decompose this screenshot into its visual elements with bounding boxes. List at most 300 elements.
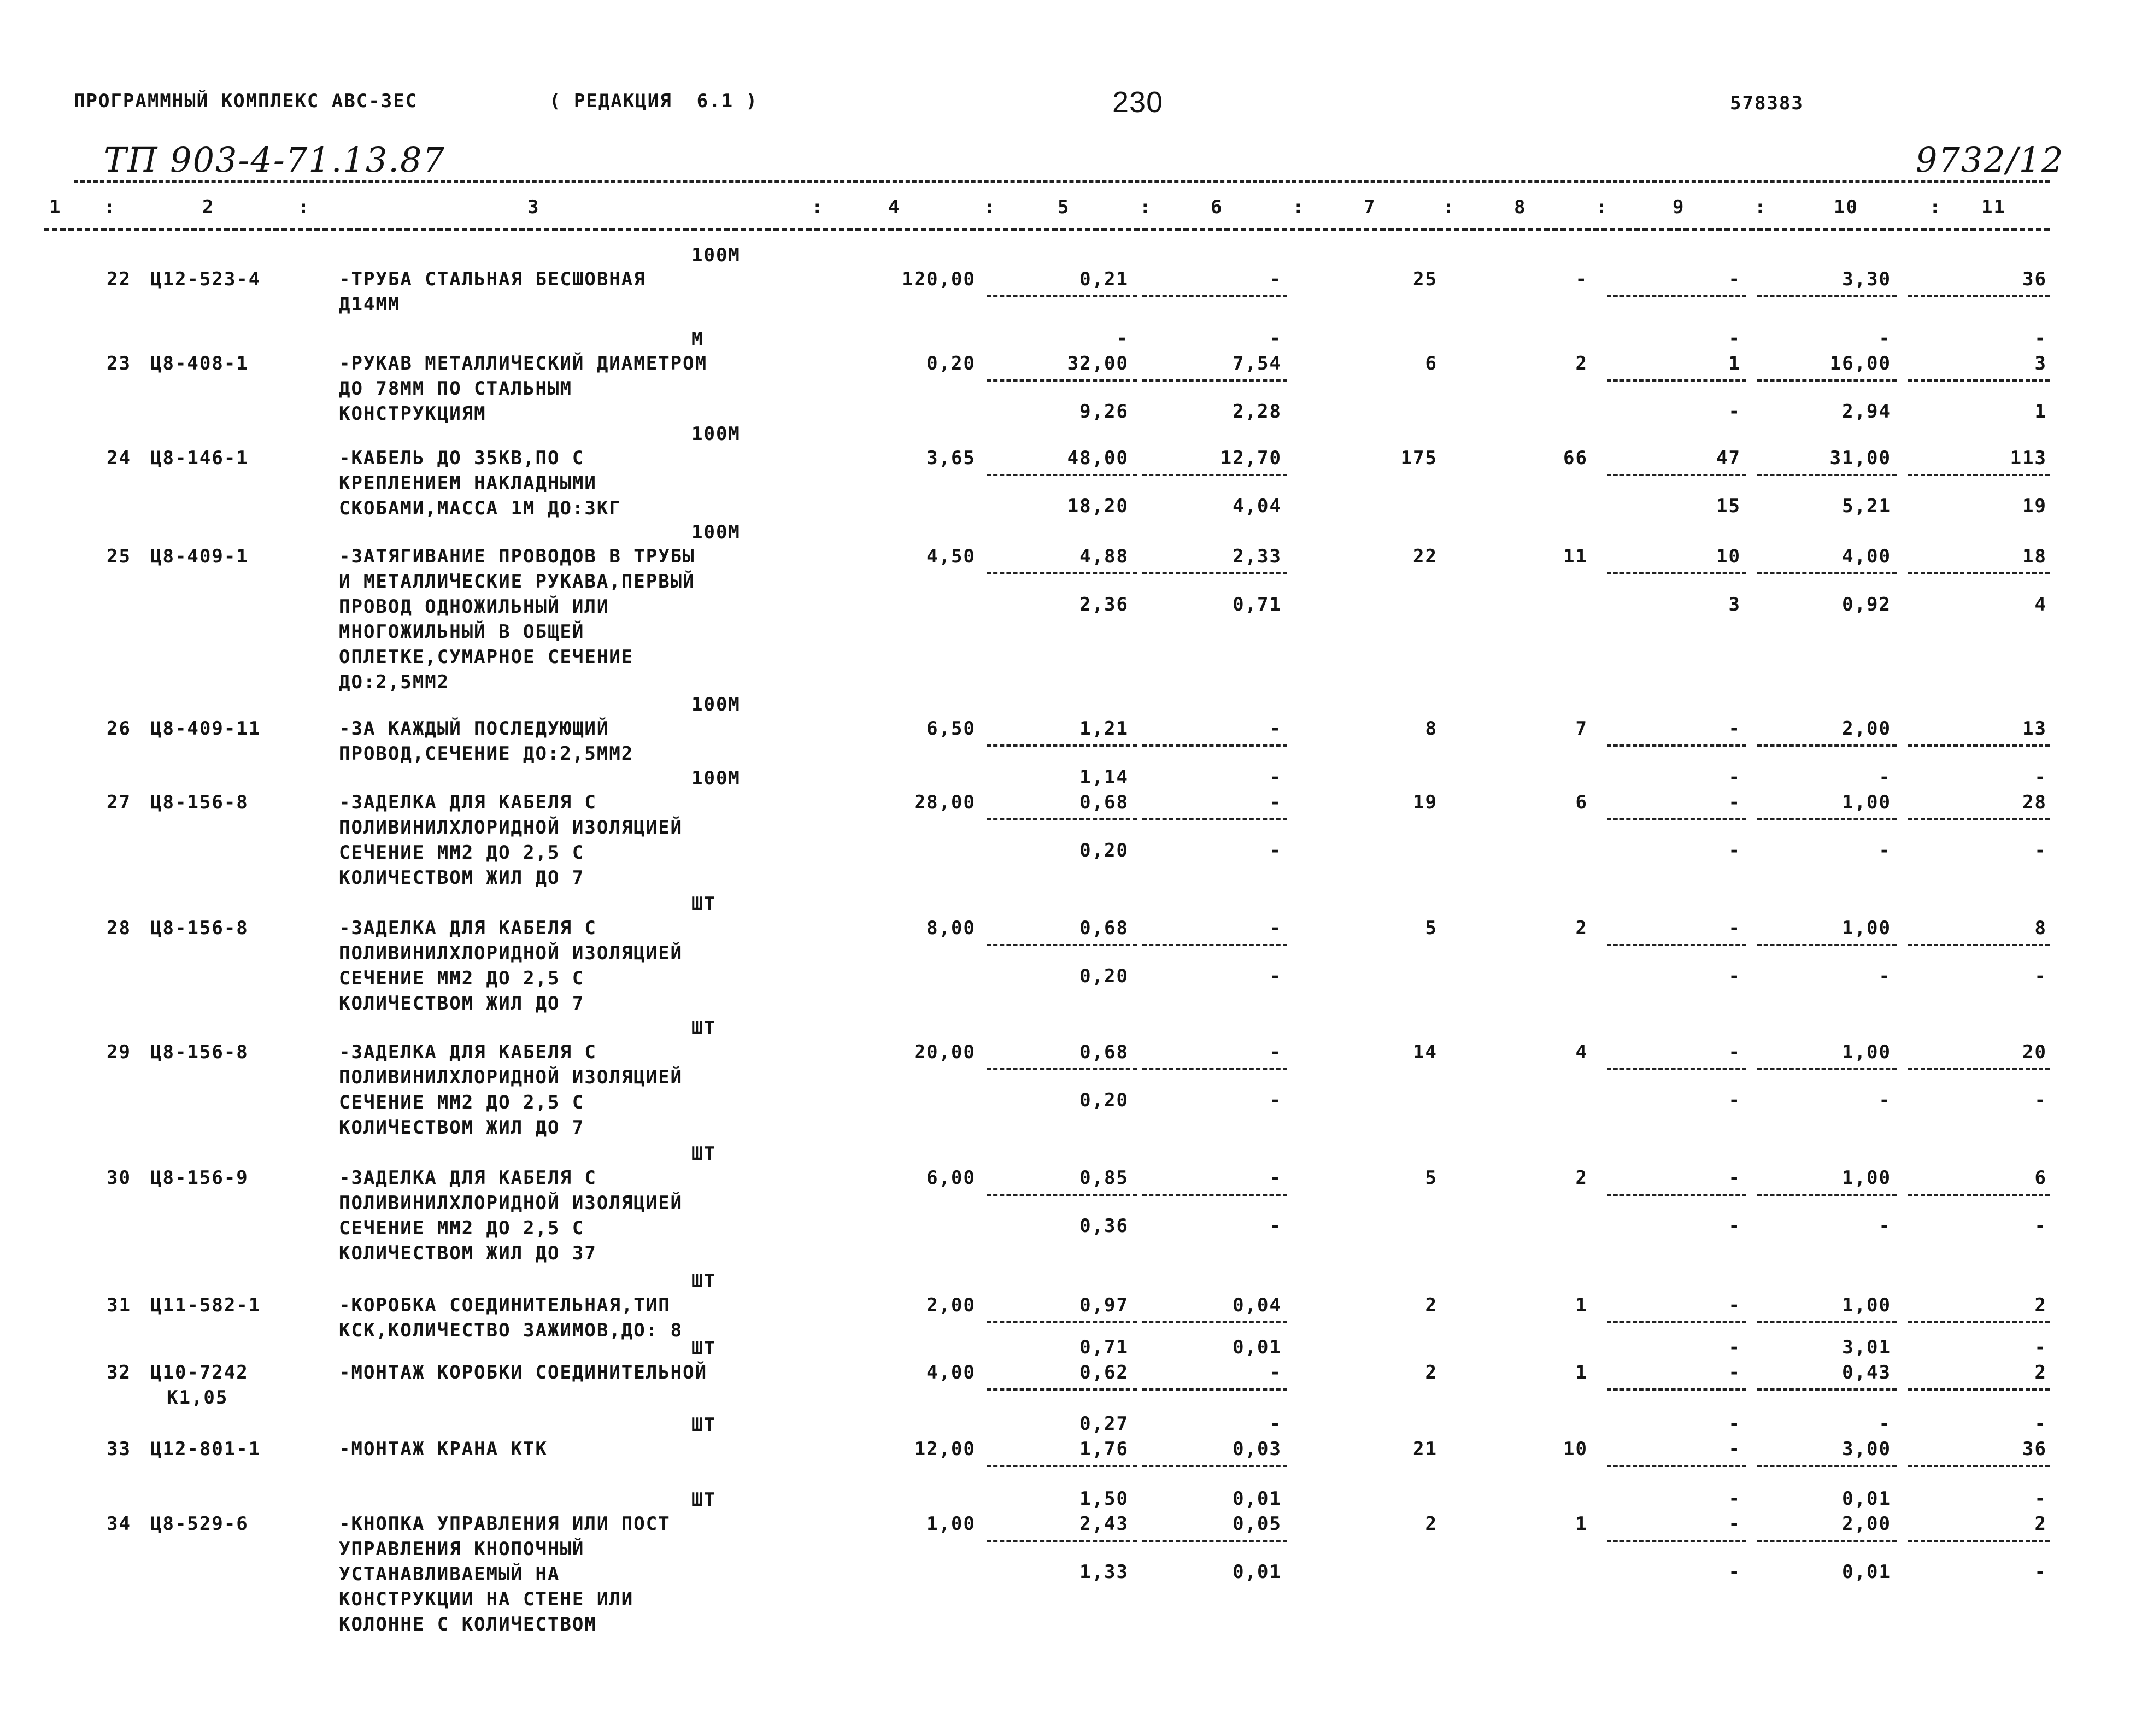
col7-value: 2: [1425, 1362, 1437, 1383]
rate-code: Ц8-529-6: [150, 1513, 249, 1535]
quantity: 12,00: [914, 1438, 976, 1460]
subtotal-rule: [1142, 1388, 1287, 1391]
value-c5: 32,00: [1067, 353, 1129, 374]
carry-value-c9: -: [1728, 1336, 1741, 1358]
rate-code: Ц8-156-9: [150, 1167, 249, 1189]
value-c10: 2,00: [1842, 1513, 1891, 1535]
subtotal-rule: [1908, 572, 2050, 574]
album-number: 9732/12: [1916, 140, 2064, 180]
row-number: 22: [107, 268, 131, 290]
rate-code: Ц11-582-1: [150, 1294, 261, 1316]
row-number: 24: [107, 447, 131, 469]
subtotal-rule: [1142, 379, 1287, 382]
subtotal-rule: [987, 1068, 1137, 1070]
value-c5: 0,85: [1079, 1167, 1129, 1189]
value-c10-second: 0,92: [1842, 594, 1891, 615]
value-c9-second: -: [1728, 401, 1741, 423]
value-c6-second: -: [1269, 1089, 1282, 1111]
document-code: 578383: [1730, 92, 1804, 114]
value-c9-second: -: [1728, 1089, 1741, 1111]
subtotal-rule: [1908, 379, 2050, 382]
subtotal-rule: [1607, 1194, 1746, 1196]
header-underline: [74, 180, 2050, 183]
value-c6: -: [1269, 1362, 1282, 1383]
work-description: -ТРУБА СТАЛЬНАЯ БЕСШОВНАЯ: [339, 268, 646, 290]
row-number: 23: [107, 353, 131, 374]
work-description: -ЗАДЕЛКА ДЛЯ КАБЕЛЯ С: [339, 1041, 597, 1063]
col8-value: 1: [1575, 1513, 1588, 1535]
subtotal-rule: [1607, 744, 1746, 747]
subtotal-rule: [1142, 572, 1287, 574]
carry-value-c5: 1,14: [1079, 766, 1129, 788]
value-c10: 1,00: [1842, 791, 1891, 813]
column-separator: :: [1293, 196, 1305, 218]
row-number: 28: [107, 917, 131, 939]
carry-value-c5: -: [1116, 327, 1129, 349]
value-c9-second: -: [1728, 1561, 1741, 1583]
work-description: ПОЛИВИНИЛХЛОРИДНОЙ ИЗОЛЯЦИЕЙ: [339, 1066, 683, 1088]
carry-value-c10: 3,01: [1842, 1336, 1891, 1358]
unit-label: ШТ: [691, 1414, 716, 1436]
rate-code: Ц8-146-1: [150, 447, 249, 469]
value-c9: -: [1728, 791, 1741, 813]
quantity: 2,00: [926, 1294, 976, 1316]
rate-code: Ц12-801-1: [150, 1438, 261, 1460]
subtotal-rule: [1607, 474, 1746, 476]
subtotal-rule: [1757, 572, 1897, 574]
work-description: -МОНТАЖ КРАНА КТК: [339, 1438, 548, 1460]
work-description: КОЛИЧЕСТВОМ ЖИЛ ДО 7: [339, 1117, 585, 1139]
unit-label: М: [691, 329, 704, 350]
value-c5-second: 0,20: [1079, 1089, 1129, 1111]
subtotal-rule: [1757, 818, 1897, 820]
work-description: ПОЛИВИНИЛХЛОРИДНОЙ ИЗОЛЯЦИЕЙ: [339, 1192, 683, 1214]
col8-value: 7: [1575, 718, 1588, 740]
value-c9: -: [1728, 1294, 1741, 1316]
value-c9: -: [1728, 1438, 1741, 1460]
value-c5-second: 1,33: [1079, 1561, 1129, 1583]
value-c11: 28: [2022, 791, 2047, 813]
subtotal-rule: [1607, 944, 1746, 946]
unit-label: 100М: [691, 244, 741, 266]
value-c6: -: [1269, 268, 1282, 290]
carry-value-c6: -: [1269, 1413, 1282, 1435]
value-c5-second: 0,20: [1079, 840, 1129, 861]
col8-value: 6: [1575, 791, 1588, 813]
value-c6: -: [1269, 1167, 1282, 1189]
unit-label: 100М: [691, 521, 741, 543]
col8-value: 11: [1563, 546, 1588, 567]
col7-value: 2: [1425, 1294, 1437, 1316]
unit-label: ШТ: [691, 1017, 716, 1039]
edition-label: ( РЕДАКЦИЯ 6.1 ): [549, 90, 758, 112]
carry-value-c10: -: [1879, 1413, 1891, 1435]
value-c6-second: 0,71: [1233, 594, 1282, 615]
column-header-rule: [44, 228, 2050, 231]
work-description: УСТАНАВЛИВАЕМЫЙ НА: [339, 1563, 560, 1585]
subtotal-rule: [1908, 1388, 2050, 1391]
work-description: ДО:2,5ММ2: [339, 671, 450, 693]
value-c9: -: [1728, 1513, 1741, 1535]
value-c11-second: -: [2034, 965, 2047, 987]
col8-value: 1: [1575, 1294, 1588, 1316]
subtotal-rule: [987, 379, 1137, 382]
value-c5: 48,00: [1067, 447, 1129, 469]
column-separator: :: [1443, 196, 1456, 218]
subtotal-rule: [987, 1465, 1137, 1467]
column-separator: :: [1140, 196, 1152, 218]
col7-value: 5: [1425, 917, 1437, 939]
col7-value: 5: [1425, 1167, 1437, 1189]
rate-code: Ц8-156-8: [150, 1041, 249, 1063]
col8-value: 4: [1575, 1041, 1588, 1063]
unit-label: 100М: [691, 694, 741, 715]
unit-label: ШТ: [691, 1270, 716, 1292]
value-c9: 1: [1728, 353, 1741, 374]
value-c6: 0,03: [1233, 1438, 1282, 1460]
subtotal-rule: [1757, 379, 1897, 382]
subtotal-rule: [1757, 1388, 1897, 1391]
value-c6: 2,33: [1233, 546, 1282, 567]
subtotal-rule: [987, 1321, 1137, 1323]
subtotal-rule: [1757, 1465, 1897, 1467]
subtotal-rule: [987, 1540, 1137, 1542]
quantity: 6,50: [926, 718, 976, 740]
work-description: КРЕПЛЕНИЕМ НАКЛАДНЫМИ: [339, 472, 597, 494]
quantity: 120,00: [902, 268, 976, 290]
value-c6: -: [1269, 917, 1282, 939]
value-c9: 10: [1716, 546, 1741, 567]
subtotal-rule: [1607, 1321, 1746, 1323]
column-separator: :: [984, 196, 996, 218]
value-c5: 1,21: [1079, 718, 1129, 740]
subtotal-rule: [987, 744, 1137, 747]
subtotal-rule: [1908, 944, 2050, 946]
subtotal-rule: [1607, 1540, 1746, 1542]
quantity: 1,00: [926, 1513, 976, 1535]
value-c5-second: 0,36: [1079, 1215, 1129, 1237]
value-c10-second: -: [1879, 840, 1891, 861]
value-c6: -: [1269, 791, 1282, 813]
value-c6-second: 0,01: [1233, 1561, 1282, 1583]
value-c11: 36: [2022, 1438, 2047, 1460]
subtotal-rule: [1607, 1388, 1746, 1391]
unit-label: ШТ: [691, 1143, 716, 1165]
value-c11-second: 1: [2034, 401, 2047, 423]
value-c11: 3: [2034, 353, 2047, 374]
page-number: 230: [1112, 86, 1164, 119]
carry-value-c6: -: [1269, 766, 1282, 788]
subtotal-rule: [1908, 1540, 2050, 1542]
work-description: ОПЛЕТКЕ,СУМАРНОЕ СЕЧЕНИЕ: [339, 646, 634, 668]
subtotal-rule: [1607, 295, 1746, 297]
quantity: 0,20: [926, 353, 976, 374]
value-c10: 1,00: [1842, 1041, 1891, 1063]
subtotal-rule: [1142, 1068, 1287, 1070]
carry-value-c11: -: [2034, 1488, 2047, 1510]
rate-code: Ц8-409-1: [150, 546, 249, 567]
column-header-3: 3: [527, 196, 540, 218]
column-header-7: 7: [1364, 196, 1376, 218]
subtotal-rule: [987, 295, 1137, 297]
value-c6-second: 2,28: [1233, 401, 1282, 423]
subtotal-rule: [1757, 295, 1897, 297]
subtotal-rule: [1908, 1194, 2050, 1196]
subtotal-rule: [1757, 1068, 1897, 1070]
value-c10-second: 2,94: [1842, 401, 1891, 423]
carry-value-c9: -: [1728, 327, 1741, 349]
col7-value: 175: [1400, 447, 1437, 469]
subtotal-rule: [1142, 944, 1287, 946]
subtotal-rule: [1607, 379, 1746, 382]
value-c9: -: [1728, 1041, 1741, 1063]
subtotal-rule: [1142, 1465, 1287, 1467]
carry-value-c10: -: [1879, 766, 1891, 788]
column-header-8: 8: [1514, 196, 1527, 218]
value-c5: 0,68: [1079, 1041, 1129, 1063]
column-header-2: 2: [202, 196, 215, 218]
subtotal-rule: [1142, 744, 1287, 747]
value-c9: 47: [1716, 447, 1741, 469]
value-c11: 6: [2034, 1167, 2047, 1189]
column-separator: :: [1755, 196, 1767, 218]
subtotal-rule: [987, 944, 1137, 946]
unit-label: ШТ: [691, 893, 716, 915]
value-c5: 1,76: [1079, 1438, 1129, 1460]
value-c5: 4,88: [1079, 546, 1129, 567]
subtotal-rule: [1757, 1194, 1897, 1196]
value-c5-second: 0,20: [1079, 965, 1129, 987]
subtotal-rule: [1908, 744, 2050, 747]
value-c6: 0,05: [1233, 1513, 1282, 1535]
carry-value-c10: 0,01: [1842, 1488, 1891, 1510]
work-description: -ЗАТЯГИВАНИЕ ПРОВОДОВ В ТРУБЫ: [339, 546, 695, 567]
subtotal-rule: [987, 1194, 1137, 1196]
value-c6-second: -: [1269, 1215, 1282, 1237]
row-number: 32: [107, 1362, 131, 1383]
value-c6: -: [1269, 718, 1282, 740]
column-header-11: 11: [1981, 196, 2006, 218]
value-c6-second: 4,04: [1233, 495, 1282, 517]
unit-label: 100М: [691, 423, 741, 445]
work-description: -ЗА КАЖДЫЙ ПОСЛЕДУЮЩИЙ: [339, 718, 609, 740]
work-description: -КОРОБКА СОЕДИНИТЕЛЬНАЯ,ТИП: [339, 1294, 671, 1316]
work-description: СЕЧЕНИЕ ММ2 ДО 2,5 С: [339, 1217, 585, 1239]
col8-value: 2: [1575, 353, 1588, 374]
value-c9: -: [1728, 917, 1741, 939]
value-c11-second: -: [2034, 1089, 2047, 1111]
value-c9: -: [1728, 1167, 1741, 1189]
work-description: -МОНТАЖ КОРОБКИ СОЕДИНИТЕЛЬНОЙ: [339, 1362, 708, 1383]
quantity: 8,00: [926, 917, 976, 939]
value-c9: -: [1728, 1362, 1741, 1383]
value-c5: 2,43: [1079, 1513, 1129, 1535]
carry-value-c9: -: [1728, 1488, 1741, 1510]
rate-code: Ц8-408-1: [150, 353, 249, 374]
row-number: 27: [107, 791, 131, 813]
row-number: 29: [107, 1041, 131, 1063]
value-c11: 20: [2022, 1041, 2047, 1063]
value-c11: 2: [2034, 1513, 2047, 1535]
value-c11: 13: [2022, 718, 2047, 740]
work-description: ПОЛИВИНИЛХЛОРИДНОЙ ИЗОЛЯЦИЕЙ: [339, 817, 683, 838]
value-c11-second: -: [2034, 1561, 2047, 1583]
work-description: КОНСТРУКЦИИ НА СТЕНЕ ИЛИ: [339, 1588, 634, 1610]
work-description: Д14ММ: [339, 294, 401, 315]
subtotal-rule: [1908, 474, 2050, 476]
value-c9: -: [1728, 718, 1741, 740]
col8-value: 2: [1575, 917, 1588, 939]
subtotal-rule: [987, 572, 1137, 574]
work-description: И МЕТАЛЛИЧЕСКИЕ РУКАВА,ПЕРВЫЙ: [339, 571, 695, 593]
work-description: КОЛИЧЕСТВОМ ЖИЛ ДО 7: [339, 867, 585, 889]
column-header-5: 5: [1058, 196, 1070, 218]
value-c10: 2,00: [1842, 718, 1891, 740]
subtotal-rule: [1142, 1194, 1287, 1196]
col8-value: -: [1575, 268, 1588, 290]
value-c10-second: -: [1879, 1089, 1891, 1111]
row-number: 25: [107, 546, 131, 567]
subtotal-rule: [1607, 1465, 1746, 1467]
value-c5: 0,21: [1079, 268, 1129, 290]
work-description: КСК,КОЛИЧЕСТВО ЗАЖИМОВ,ДО: 8: [339, 1319, 683, 1341]
work-description: -КАБЕЛЬ ДО 35КВ,ПО С: [339, 447, 585, 469]
work-description: -РУКАВ МЕТАЛЛИЧЕСКИЙ ДИАМЕТРОМ: [339, 353, 708, 374]
subtotal-rule: [987, 818, 1137, 820]
value-c9-second: 3: [1728, 594, 1741, 615]
subtotal-rule: [1142, 1321, 1287, 1323]
subtotal-rule: [1757, 474, 1897, 476]
subtotal-rule: [1908, 1068, 2050, 1070]
subtotal-rule: [1908, 295, 2050, 297]
work-description: -ЗАДЕЛКА ДЛЯ КАБЕЛЯ С: [339, 1167, 597, 1189]
value-c10: 3,00: [1842, 1438, 1891, 1460]
col8-value: 2: [1575, 1167, 1588, 1189]
value-c5-second: 2,36: [1079, 594, 1129, 615]
value-c11: 18: [2022, 546, 2047, 567]
value-c5-second: 9,26: [1079, 401, 1129, 423]
value-c10-second: 0,01: [1842, 1561, 1891, 1583]
value-c11-second: -: [2034, 840, 2047, 861]
subtotal-rule: [1757, 744, 1897, 747]
value-c10: 1,00: [1842, 1294, 1891, 1316]
carry-value-c9: -: [1728, 1413, 1741, 1435]
value-c5: 0,97: [1079, 1294, 1129, 1316]
value-c6: -: [1269, 1041, 1282, 1063]
value-c10: 1,00: [1842, 1167, 1891, 1189]
work-description: КОЛОННЕ С КОЛИЧЕСТВОМ: [339, 1614, 597, 1635]
col8-value: 10: [1563, 1438, 1588, 1460]
value-c9-second: 15: [1716, 495, 1741, 517]
rate-code: Ц8-156-8: [150, 791, 249, 813]
value-c5-second: 18,20: [1067, 495, 1129, 517]
row-number: 33: [107, 1438, 131, 1460]
value-c10: 16,00: [1829, 353, 1891, 374]
value-c10: 31,00: [1829, 447, 1891, 469]
col8-value: 1: [1575, 1362, 1588, 1383]
value-c5: 0,68: [1079, 791, 1129, 813]
value-c11-second: 4: [2034, 594, 2047, 615]
column-header-6: 6: [1211, 196, 1223, 218]
column-header-10: 10: [1834, 196, 1858, 218]
value-c10: 3,30: [1842, 268, 1891, 290]
subtotal-rule: [1607, 1068, 1746, 1070]
carry-value-c6: 0,01: [1233, 1336, 1282, 1358]
rate-code: Ц10-7242: [150, 1362, 249, 1383]
column-separator: :: [298, 196, 310, 218]
unit-label: ШТ: [691, 1489, 716, 1511]
carry-value-c11: -: [2034, 1336, 2047, 1358]
work-description: ПРОВОД,СЕЧЕНИЕ ДО:2,5ММ2: [339, 743, 634, 765]
value-c11-second: -: [2034, 1215, 2047, 1237]
subtotal-rule: [987, 1388, 1137, 1391]
carry-value-c9: -: [1728, 766, 1741, 788]
subtotal-rule: [1142, 818, 1287, 820]
value-c11: 8: [2034, 917, 2047, 939]
column-header-9: 9: [1673, 196, 1685, 218]
value-c5: 0,68: [1079, 917, 1129, 939]
col7-value: 25: [1413, 268, 1437, 290]
work-description: -ЗАДЕЛКА ДЛЯ КАБЕЛЯ С: [339, 791, 597, 813]
work-description: ДО 78ММ ПО СТАЛЬНЫМ: [339, 378, 572, 400]
value-c10: 4,00: [1842, 546, 1891, 567]
value-c11: 113: [2010, 447, 2047, 469]
subtotal-rule: [1607, 818, 1746, 820]
value-c6: 0,04: [1233, 1294, 1282, 1316]
value-c11: 2: [2034, 1294, 2047, 1316]
column-separator: :: [812, 196, 824, 218]
value-c9-second: -: [1728, 840, 1741, 861]
subtotal-rule: [1142, 474, 1287, 476]
row-number: 31: [107, 1294, 131, 1316]
work-description: -ЗАДЕЛКА ДЛЯ КАБЕЛЯ С: [339, 917, 597, 939]
value-c9-second: -: [1728, 1215, 1741, 1237]
subtotal-rule: [1142, 1540, 1287, 1542]
work-description: СЕЧЕНИЕ ММ2 ДО 2,5 С: [339, 967, 585, 989]
carry-value-c5: 0,27: [1079, 1413, 1129, 1435]
quantity: 28,00: [914, 791, 976, 813]
col7-value: 19: [1413, 791, 1437, 813]
subtotal-rule: [1908, 1321, 2050, 1323]
subtotal-rule: [1908, 1465, 2050, 1467]
subtotal-rule: [1757, 1540, 1897, 1542]
rate-code: Ц12-523-4: [150, 268, 261, 290]
column-header-1: 1: [49, 196, 62, 218]
work-description: ПОЛИВИНИЛХЛОРИДНОЙ ИЗОЛЯЦИЕЙ: [339, 942, 683, 964]
value-c10-second: -: [1879, 1215, 1891, 1237]
value-c10-second: 5,21: [1842, 495, 1891, 517]
carry-value-c5: 1,50: [1079, 1488, 1129, 1510]
subtotal-rule: [1757, 1321, 1897, 1323]
unit-label: ШТ: [691, 1338, 716, 1359]
work-description: ПРОВОД ОДНОЖИЛЬНЫЙ ИЛИ: [339, 596, 609, 618]
quantity: 6,00: [926, 1167, 976, 1189]
unit-label: 100М: [691, 767, 741, 789]
carry-value-c11: -: [2034, 766, 2047, 788]
value-c10: 0,43: [1842, 1362, 1891, 1383]
carry-value-c11: -: [2034, 1413, 2047, 1435]
rate-coefficient: К1,05: [167, 1387, 228, 1409]
row-number: 30: [107, 1167, 131, 1189]
col7-value: 8: [1425, 718, 1437, 740]
carry-value-c6: 0,01: [1233, 1488, 1282, 1510]
row-number: 34: [107, 1513, 131, 1535]
value-c11: 2: [2034, 1362, 2047, 1383]
col7-value: 6: [1425, 353, 1437, 374]
value-c10-second: -: [1879, 965, 1891, 987]
work-description: КОЛИЧЕСТВОМ ЖИЛ ДО 37: [339, 1242, 597, 1264]
value-c11-second: 19: [2022, 495, 2047, 517]
